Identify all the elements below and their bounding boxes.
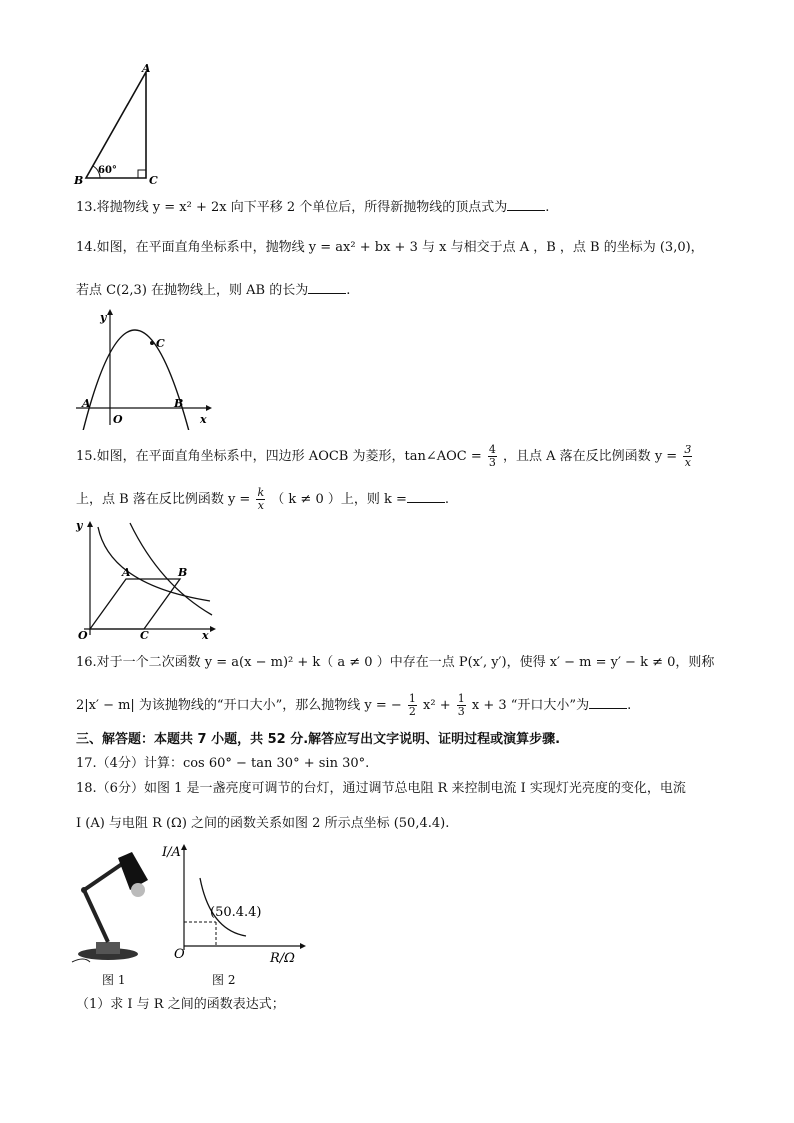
question-18-line1: 18.（6分）如图 1 是一盏亮度可调节的台灯，通过调节总电阻 R 来控制电流 I 实现灯光亮度的变化，电流 xyxy=(76,781,686,796)
q13-text: 13.将抛物线 y = x² + 2x 向下平移 2 个单位后，所得新抛物线的顶点式为 xyxy=(76,200,508,215)
question-14-line1: 14.如图，在平面直角坐标系中，抛物线 y = ax² + bx + 3 与 x 与相交于点 A ，B ，点 B 的坐标为 (3,0)， xyxy=(76,240,704,255)
rhombus-figure xyxy=(70,515,220,643)
q15-fraction-3x: $\frac{3}{x}$ xyxy=(684,443,692,469)
graph-point-label: (50.4.4) xyxy=(210,905,262,920)
triangle-figure xyxy=(70,60,160,190)
question-18-part-1: （1）求 I 与 R 之间的函数表达式； xyxy=(76,997,285,1012)
triangle-label-a: A xyxy=(142,62,151,75)
question-17: 17.（4分）计算：cos 60° − tan 30° + sin 30°. xyxy=(76,756,370,771)
q15-fraction-kx: $\frac{k}{x}$ xyxy=(257,486,265,512)
parabola-label-a: A xyxy=(82,397,91,410)
parabola-figure xyxy=(70,305,215,430)
question-14-line2: 若点 C(2,3) 在抛物线上，则 AB 的长为 . xyxy=(76,283,351,298)
q13-answer-blank[interactable] xyxy=(507,198,545,211)
rhombus-label-o: O xyxy=(78,629,88,642)
rhombus-label-c: C xyxy=(140,629,149,642)
graph-y-label: I/A xyxy=(162,845,181,860)
figure2-caption: 图 2 xyxy=(212,973,236,987)
section-3-title: 三、解答题：本题共 7 小题，共 52 分.解答应写出文字说明、证明过程或演算步骤. xyxy=(76,732,561,747)
rhombus-label-x: x xyxy=(202,629,209,642)
q16-line2-a: 2|x′ − m| 为该抛物线的“开口大小”，那么抛物线 y = − xyxy=(76,698,402,713)
q15-line2-b: （ k ≠ 0 ）上，则 k = xyxy=(271,492,407,507)
q15-line2-a: 上，点 B 落在反比例函数 y = xyxy=(76,492,251,507)
q15-fraction-tan: $\frac{4}{3}$ xyxy=(488,443,496,469)
triangle-label-c: C xyxy=(149,174,158,187)
triangle-angle: 60° xyxy=(98,165,117,176)
q14-answer-blank[interactable] xyxy=(308,281,346,294)
parabola-label-o: O xyxy=(113,413,123,426)
q16-fraction-half: $\frac{1}{2}$ xyxy=(408,692,416,718)
question-13: 13.将抛物线 y = x² + 2x 向下平移 2 个单位后，所得新抛物线的顶点式为 . xyxy=(76,200,550,215)
question-16-line1: 16.对于一个二次函数 y = a(x − m)² + k（ a ≠ 0 ）中存在一点 P(x′, y′)，使得 x′ − m = y′ − k ≠ 0，则称 xyxy=(76,655,715,670)
question-15-line2: 上，点 B 落在反比例函数 y = $\frac{k}{x}$ （ k ≠ 0 ）上，则 k = . xyxy=(76,486,450,512)
q15-line1-a: 15.如图，在平面直角坐标系中，四边形 AOCB 为菱形，tan∠AOC = xyxy=(76,449,482,464)
triangle-label-b: B xyxy=(74,174,84,187)
q16-line2-b: x² + xyxy=(423,698,451,713)
graph-origin: O xyxy=(174,947,185,962)
parabola-label-c: C xyxy=(156,337,165,350)
parabola-label-y: y xyxy=(100,311,107,324)
question-16-line2: 2|x′ − m| 为该抛物线的“开口大小”，那么抛物线 y = − $\frac{1}{2}$ x² + $\frac{1}{3}$ x + 3 “开口大小”为 . xyxy=(76,692,632,718)
question-18-line2: I (A) 与电阻 R (Ω) 之间的函数关系如图 2 所示点坐标 (50,4.4). xyxy=(76,816,450,831)
q15-line1-b: ，且点 A 落在反比例函数 y = xyxy=(503,449,678,464)
graph-x-label: R/Ω xyxy=(270,951,295,965)
desk-lamp-figure xyxy=(70,850,170,970)
q16-line2-c: x + 3 “开口大小”为 xyxy=(471,698,590,713)
rhombus-label-b: B xyxy=(178,566,188,579)
q15-answer-blank[interactable] xyxy=(407,490,445,503)
figure1-caption: 图 1 xyxy=(102,973,126,987)
parabola-label-x: x xyxy=(200,413,207,426)
rhombus-label-a: A xyxy=(122,566,131,579)
parabola-label-b: B xyxy=(174,397,184,410)
q16-answer-blank[interactable] xyxy=(589,696,627,709)
q14-line2-text: 若点 C(2,3) 在抛物线上，则 AB 的长为 xyxy=(76,283,309,298)
question-15-line1 xyxy=(76,444,694,469)
q16-fraction-third: $\frac{1}{3}$ xyxy=(457,692,465,718)
rhombus-label-y: y xyxy=(76,519,83,532)
current-resistance-graph xyxy=(160,840,310,965)
